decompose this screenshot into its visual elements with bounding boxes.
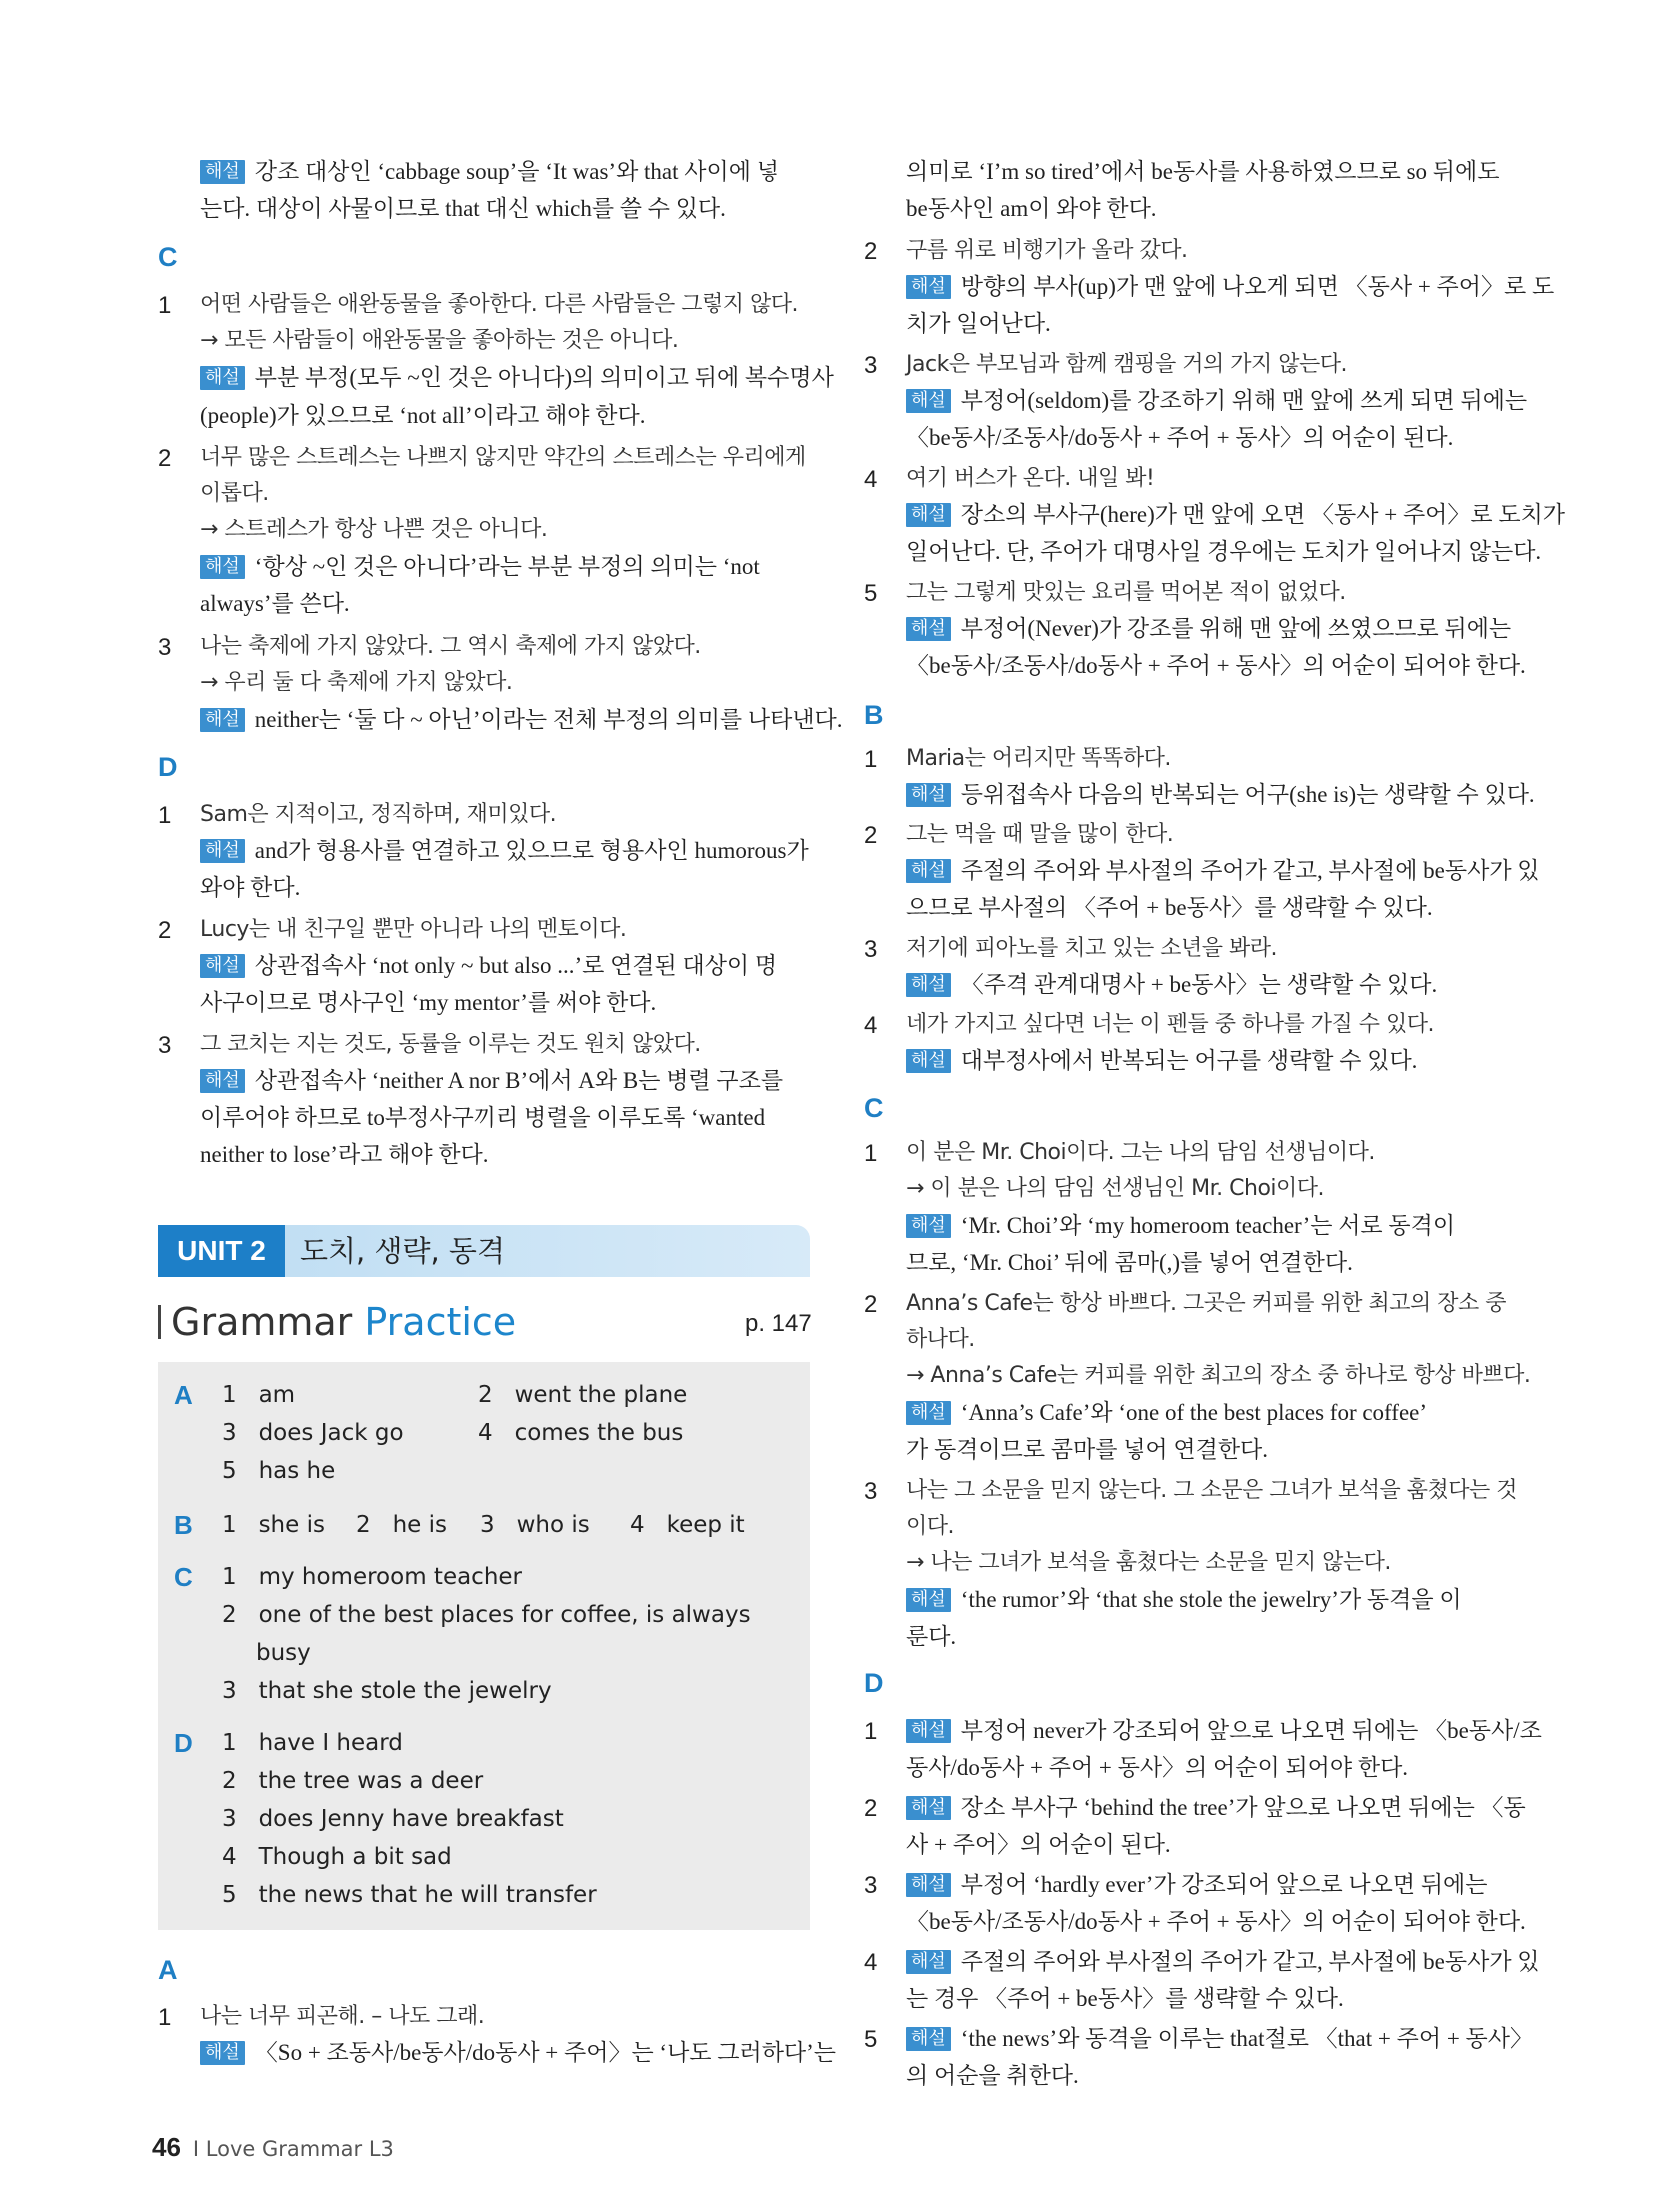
answer-item: 4 Though a bit sad [222, 1844, 452, 1870]
section-letter-b: B [864, 700, 884, 730]
answer-item: 1 am [222, 1382, 296, 1408]
explanation-tag: 해설 [906, 503, 951, 527]
unit-header [158, 1225, 810, 1277]
explanation-tag: 해설 [906, 1873, 951, 1897]
answer-item: 1 she is [222, 1512, 325, 1538]
explanation-tag: 해설 [200, 366, 245, 390]
explanation-tag: 해설 [906, 617, 951, 641]
explanation-tag: 해설 [906, 1588, 951, 1612]
unit-label: UNIT 2 [158, 1225, 285, 1277]
explanation-tag: 해설 [200, 1069, 245, 1093]
page-footer [152, 2132, 394, 2163]
section-letter-a: A [158, 1955, 178, 1985]
answer-item: 1 have I heard [222, 1730, 403, 1756]
answer-item: 2 the tree was a deer [222, 1768, 484, 1794]
answer-item: 3 that she stole the jewelry [222, 1678, 552, 1704]
explanation-tag: 해설 [906, 783, 951, 807]
explanation-tag: 해설 [200, 2041, 245, 2065]
answer-item: 1 my homeroom teacher [222, 1564, 523, 1590]
answer-key-box: A 1 am 2 went the plane 3 does Jack go 4 comes the bus 5 has he B 1 she is 2 he is 3 who is 4 keep it C 1 my homeroom teacher 2 one of the best places for coffee, is always busy 3 that she stole the jewelry D 1 have I heard 2 the tree was a deer 3 does Jenny have breakfast 4 Though a bit sad 5 the news that he will transfer [158, 1362, 810, 1930]
explanation-tag: 해설 [906, 2027, 951, 2051]
answer-item: 2 one of the best places for coffee, is always [222, 1602, 751, 1628]
title-bar-decoration [158, 1305, 161, 1339]
answer-item: busy [256, 1640, 311, 1666]
answer-item: 2 went the plane [478, 1382, 688, 1408]
explanation-tag: 해설 [906, 1950, 951, 1974]
answer-item: 3 who is [480, 1512, 590, 1538]
answer-item: 3 does Jenny have breakfast [222, 1806, 564, 1832]
explanation-tag: 해설 [906, 1401, 951, 1425]
answer-item: 5 the news that he will transfer [222, 1882, 597, 1908]
answer-item: 4 keep it [630, 1512, 745, 1538]
section-letter-c: C [158, 242, 178, 272]
answer-item: 2 he is [356, 1512, 447, 1538]
unit-title: 도치, 생략, 동격 [300, 1234, 505, 1268]
explanation-tag: 해설 [906, 1214, 951, 1238]
explanation-tag: 해설 [200, 839, 245, 863]
explanation-tag: 해설 [200, 954, 245, 978]
explanation-tag: 해설 [906, 389, 951, 413]
explanation-tag: 해설 [906, 973, 951, 997]
explanation-tag: 해설 [200, 708, 245, 732]
explanation-tag: 해설 [906, 859, 951, 883]
section-title: Grammar Practice [158, 1300, 516, 1344]
page-number: 46 [152, 2132, 181, 2162]
explanation-tag: 해설 [906, 1719, 951, 1743]
explanation-tag: 해설 [906, 1049, 951, 1073]
explanation-tag: 해설 [200, 160, 245, 184]
explanation-tag: 해설 [906, 1796, 951, 1820]
explanation-tag: 해설 [906, 275, 951, 299]
answer-item: 5 has he [222, 1458, 336, 1484]
book-title: I Love Grammar L3 [192, 2137, 394, 2161]
explanation-tag: 해설 [200, 555, 245, 579]
answer-item: 3 does Jack go [222, 1420, 404, 1446]
section-letter-d: D [864, 1668, 884, 1698]
section-letter-d: D [158, 752, 178, 782]
page-reference: p. 147 [745, 1310, 812, 1337]
section-letter-c: C [864, 1093, 884, 1123]
answer-item: 4 comes the bus [478, 1420, 684, 1446]
